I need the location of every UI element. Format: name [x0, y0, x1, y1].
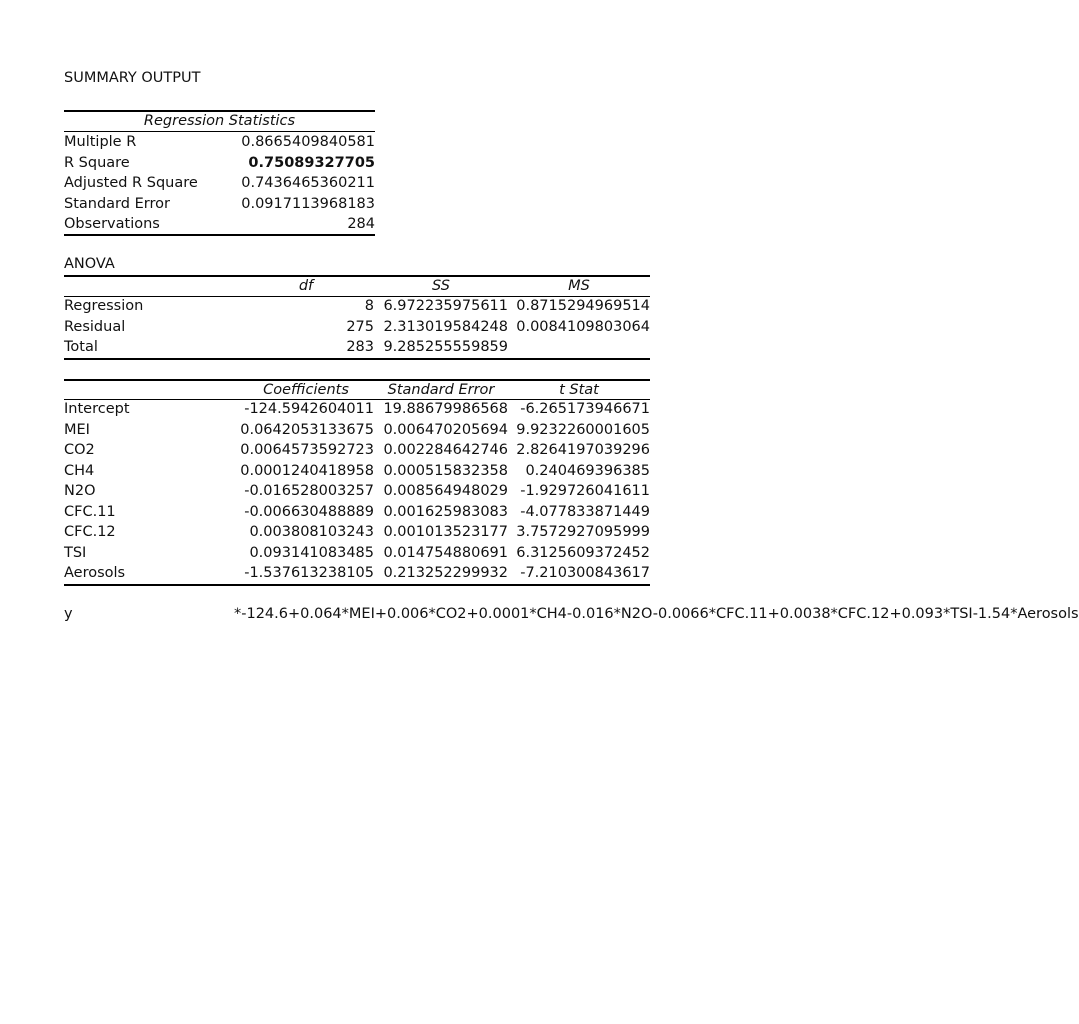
coef-se: 0.002284642746	[383, 442, 508, 458]
anova-ms: 0.0084109803064	[516, 318, 650, 335]
table-row	[64, 214, 375, 235]
coef-t: -7.210300843617	[520, 565, 650, 581]
coef-se: 0.008564948029	[383, 483, 508, 499]
coef-header-blank	[64, 380, 238, 401]
coef-header-t-stat: t Stat	[559, 382, 599, 398]
row-value: 0.75089327705	[248, 154, 375, 171]
anova-ms	[508, 337, 650, 358]
anova-df: 275	[346, 318, 374, 335]
anova-ss: 2.313019584248	[383, 318, 508, 335]
table-row	[64, 522, 650, 543]
coef-label: CFC.11	[64, 503, 116, 520]
coef-label: CFC.12	[64, 524, 116, 540]
coef-label: Intercept	[64, 401, 130, 417]
coef-value: -124.5942604011	[244, 401, 374, 417]
coef-label: MEI	[64, 421, 90, 438]
coef-value: -0.006630488889	[244, 503, 374, 520]
row-value: 0.0917113968183	[241, 195, 375, 212]
table-row	[64, 502, 650, 523]
anova-bottom-rule	[64, 358, 650, 360]
coef-t: -1.929726041611	[520, 483, 650, 499]
table-row	[64, 173, 375, 194]
table-row	[64, 481, 650, 502]
row-value: 0.7436465360211	[241, 175, 375, 191]
table-row	[64, 420, 650, 441]
table-row	[64, 563, 650, 584]
anova-header	[64, 276, 650, 297]
table-row	[64, 461, 650, 482]
coef-se: 0.006470205694	[383, 421, 508, 438]
anova-label: Total	[64, 339, 98, 355]
row-label: Standard Error	[64, 195, 170, 212]
anova-title: ANOVA	[64, 256, 115, 272]
regstats-bottom-rule	[64, 234, 375, 236]
summary-title: SUMMARY OUTPUT	[64, 70, 201, 86]
anova-header-ss: SS	[432, 278, 450, 294]
anova-ss: 9.285255559859	[383, 339, 508, 355]
table-row	[64, 317, 650, 338]
anova-header-blank	[64, 276, 238, 297]
coef-t: -4.077833871449	[520, 503, 650, 520]
anova-table	[64, 296, 650, 358]
table-row	[64, 543, 650, 564]
coef-value: -1.537613238105	[244, 565, 374, 581]
coef-se: 0.001625983083	[383, 503, 508, 520]
anova-df: 8	[364, 298, 374, 314]
anova-ss: 6.972235975611	[383, 298, 508, 314]
coef-t: -6.265173946671	[520, 401, 650, 417]
coef-t: 9.9232260001605	[516, 421, 650, 438]
coef-t: 0.240469396385	[525, 462, 650, 479]
coefficients-table	[64, 399, 650, 584]
equation-label: y	[64, 606, 73, 622]
coef-bottom-rule	[64, 584, 650, 586]
table-row	[64, 153, 375, 174]
coef-header-standard-error: Standard Error	[387, 382, 495, 398]
coef-header	[64, 380, 650, 401]
coef-value: 0.0642053133675	[240, 421, 374, 438]
coef-se: 0.000515832358	[383, 462, 508, 479]
coef-t: 2.8264197039296	[516, 442, 650, 458]
coef-header-coefficients: Coefficients	[263, 382, 349, 398]
coef-se: 0.001013523177	[383, 524, 508, 540]
anova-label: Residual	[64, 318, 126, 335]
coef-label: TSI	[64, 544, 87, 561]
coef-label: CH4	[64, 462, 95, 479]
row-value: 0.8665409840581	[241, 134, 375, 150]
table-row	[64, 337, 650, 358]
table-row	[64, 132, 375, 153]
coef-value: 0.003808103243	[249, 524, 374, 540]
anova-header-df: df	[298, 278, 314, 294]
row-label: Adjusted R Square	[64, 175, 198, 191]
coef-t: 6.3125609372452	[516, 544, 650, 561]
coef-se: 0.213252299932	[383, 565, 508, 581]
anova-df: 283	[346, 339, 374, 355]
row-value: 284	[347, 216, 375, 232]
anova-label: Regression	[64, 298, 144, 314]
coef-value: 0.0064573592723	[240, 442, 374, 458]
coef-t: 3.7572927095999	[516, 524, 650, 540]
regression-statistics-table	[64, 111, 375, 132]
coef-label: Aerosols	[64, 565, 126, 581]
coef-se: 19.88679986568	[383, 401, 508, 417]
regstats-body	[64, 132, 375, 235]
table-row	[64, 440, 650, 461]
row-label: Observations	[64, 216, 160, 232]
row-label: R Square	[64, 154, 130, 171]
coef-value: 0.0001240418958	[240, 462, 374, 479]
coef-value: 0.093141083485	[249, 544, 374, 561]
table-row	[64, 399, 650, 420]
anova-header-ms: MS	[568, 278, 590, 294]
anova-ms: 0.8715294969514	[516, 298, 650, 314]
coef-label: CO2	[64, 442, 95, 458]
regstats-header: Regression Statistics	[143, 113, 296, 129]
coef-value: -0.016528003257	[244, 483, 374, 499]
equation-text: *-124.6+0.064*MEI+0.006*CO2+0.0001*CH4-0.016*N2O-0.0066*CFC.11+0.0038*CFC.12+0.093*TSI-1.54*Aerosols	[234, 606, 1079, 622]
table-row	[64, 194, 375, 215]
table-row	[64, 296, 650, 317]
row-label: Multiple R	[64, 134, 137, 150]
coef-label: N2O	[64, 483, 96, 499]
coef-se: 0.014754880691	[383, 544, 508, 561]
